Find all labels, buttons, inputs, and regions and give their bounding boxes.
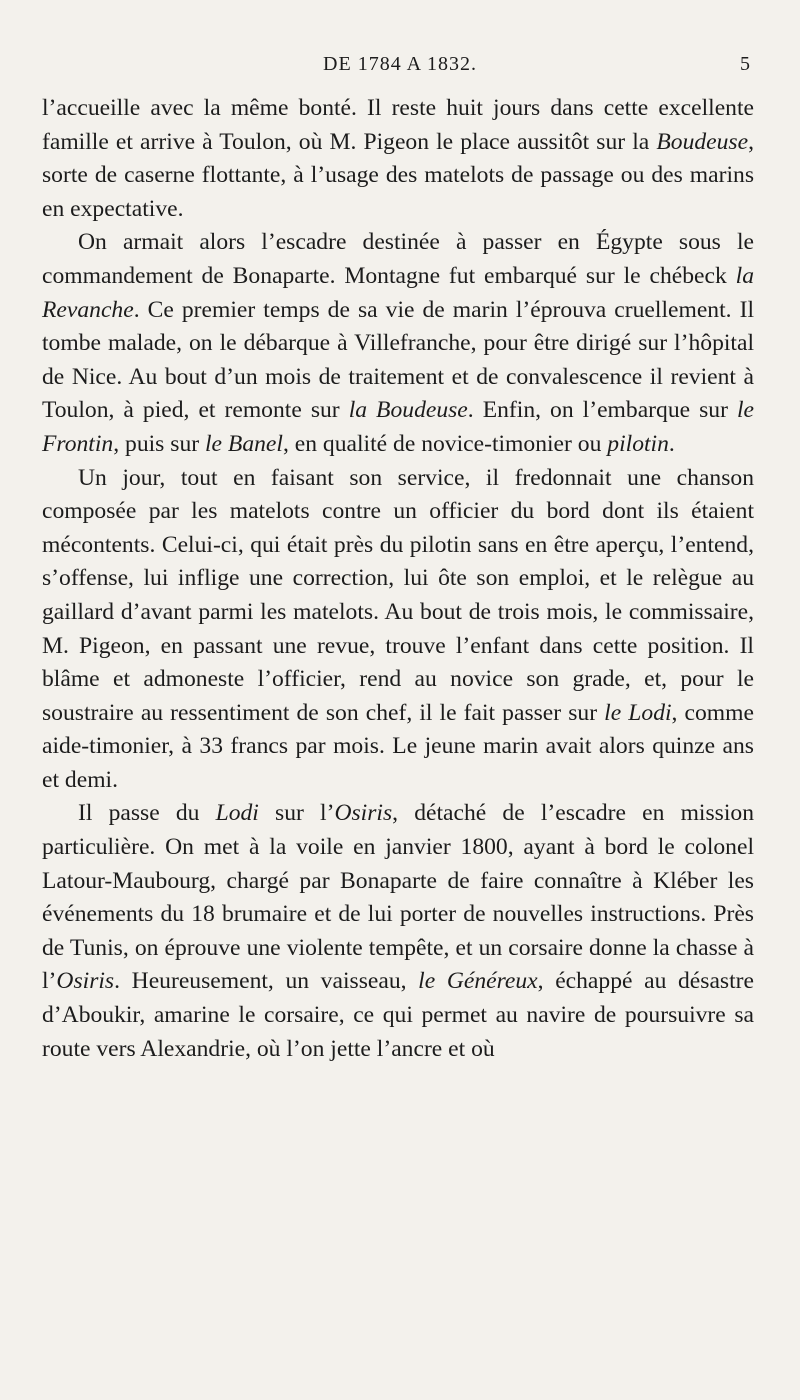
paragraph [42, 462, 754, 798]
paragraph [42, 226, 754, 461]
running-head [0, 50, 800, 78]
text-run: On armait alors l’escadre destinée à passer en Égypte sous le commandement de Bonaparte. Montagne fut embarqué sur le chébeck [42, 229, 754, 289]
running-title: DE 1784 A 1832. [323, 53, 477, 75]
text-run: , puis sur [113, 430, 205, 457]
page-number: 5 [740, 53, 750, 75]
italic-run: le Lodi [604, 699, 672, 726]
italic-run: la Revanche [42, 262, 754, 323]
italic-run: le Banel [205, 430, 283, 457]
text-run: . Ce premier temps de sa vie de marin l’éprouva cruellement. Il tombe malade, on le débarque à Villefranche, pour être dirigé sur l’hôpital de Nice. Au bout d’un mois de traitement et de convalescence il revient à Toulon, à pied, et remonte sur [42, 296, 754, 424]
text-run: , échappé au désastre d’Aboukir, amarine le corsaire, ce qui permet au navire de poursuivre sa route vers Alexandrie, où l’on jette l’ancre et où [42, 968, 754, 1062]
paragraph [42, 92, 754, 226]
italic-run: le Frontin [42, 397, 754, 457]
text-run: , sorte de caserne flottante, à l’usage des matelots de passage ou des marins en expectative. [42, 128, 754, 222]
paragraph [42, 797, 754, 1066]
italic-run: Osiris [56, 968, 115, 995]
text-run: . Heureusement, un vaisseau, [114, 968, 419, 995]
italic-run: le Généreux [418, 968, 538, 995]
text-run: . [668, 430, 675, 457]
text-run: , détaché de l’escadre en mission particulière. On met à la voile en janvier 1800, ayant à bord le colonel Latour-Maubourg, chargé par Bonaparte de faire connaître à Kléber les événements du 18 brumaire et de lui porter de nouvelles instructions. Près de Tunis, on éprouve une violente tempête, et un corsaire donne la chasse à l’ [42, 800, 754, 995]
text-run: l’accueille avec la même bonté. Il reste huit jours dans cette excellente famille et arrive à Toulon, où M. Pigeon le place aussitôt sur la [42, 95, 754, 155]
italic-run: la Boudeuse [348, 397, 468, 424]
body-text [42, 92, 754, 1066]
italic-run: Boudeuse [656, 128, 749, 155]
text-run: , en qualité de novice-timonier ou [282, 430, 608, 457]
italic-run: pilotin [607, 430, 669, 457]
text-run: Un jour, tout en faisant son service, il fredonnait une chanson composée par les matelots contre un officier du bord dont ils étaient mécontents. Celui-ci, qui était près du pilotin sans en être aperçu, l’entend, s’offense, lui inflige une correction, lui ôte son emploi, et le relègue au gaillard d’avant parmi les matelots. Au bout de trois mois, le commissaire, M. Pigeon, en passant une revue, trouve l’enfant dans cette position. Il blâme et admoneste l’officier, rend au novice son grade, et, pour le soustraire au ressentiment de son chef, il le fait passer sur [42, 464, 754, 726]
italic-run: Lodi [215, 800, 259, 827]
text-run: , comme aide-timonier, à 33 francs par mois. Le jeune marin avait alors quinze ans et demi. [42, 699, 754, 793]
text-run: . Enfin, on l’embarque sur [467, 397, 737, 424]
text-run: sur l’ [258, 800, 335, 827]
text-run: Il passe du [78, 800, 216, 827]
italic-run: Osiris [334, 800, 393, 827]
